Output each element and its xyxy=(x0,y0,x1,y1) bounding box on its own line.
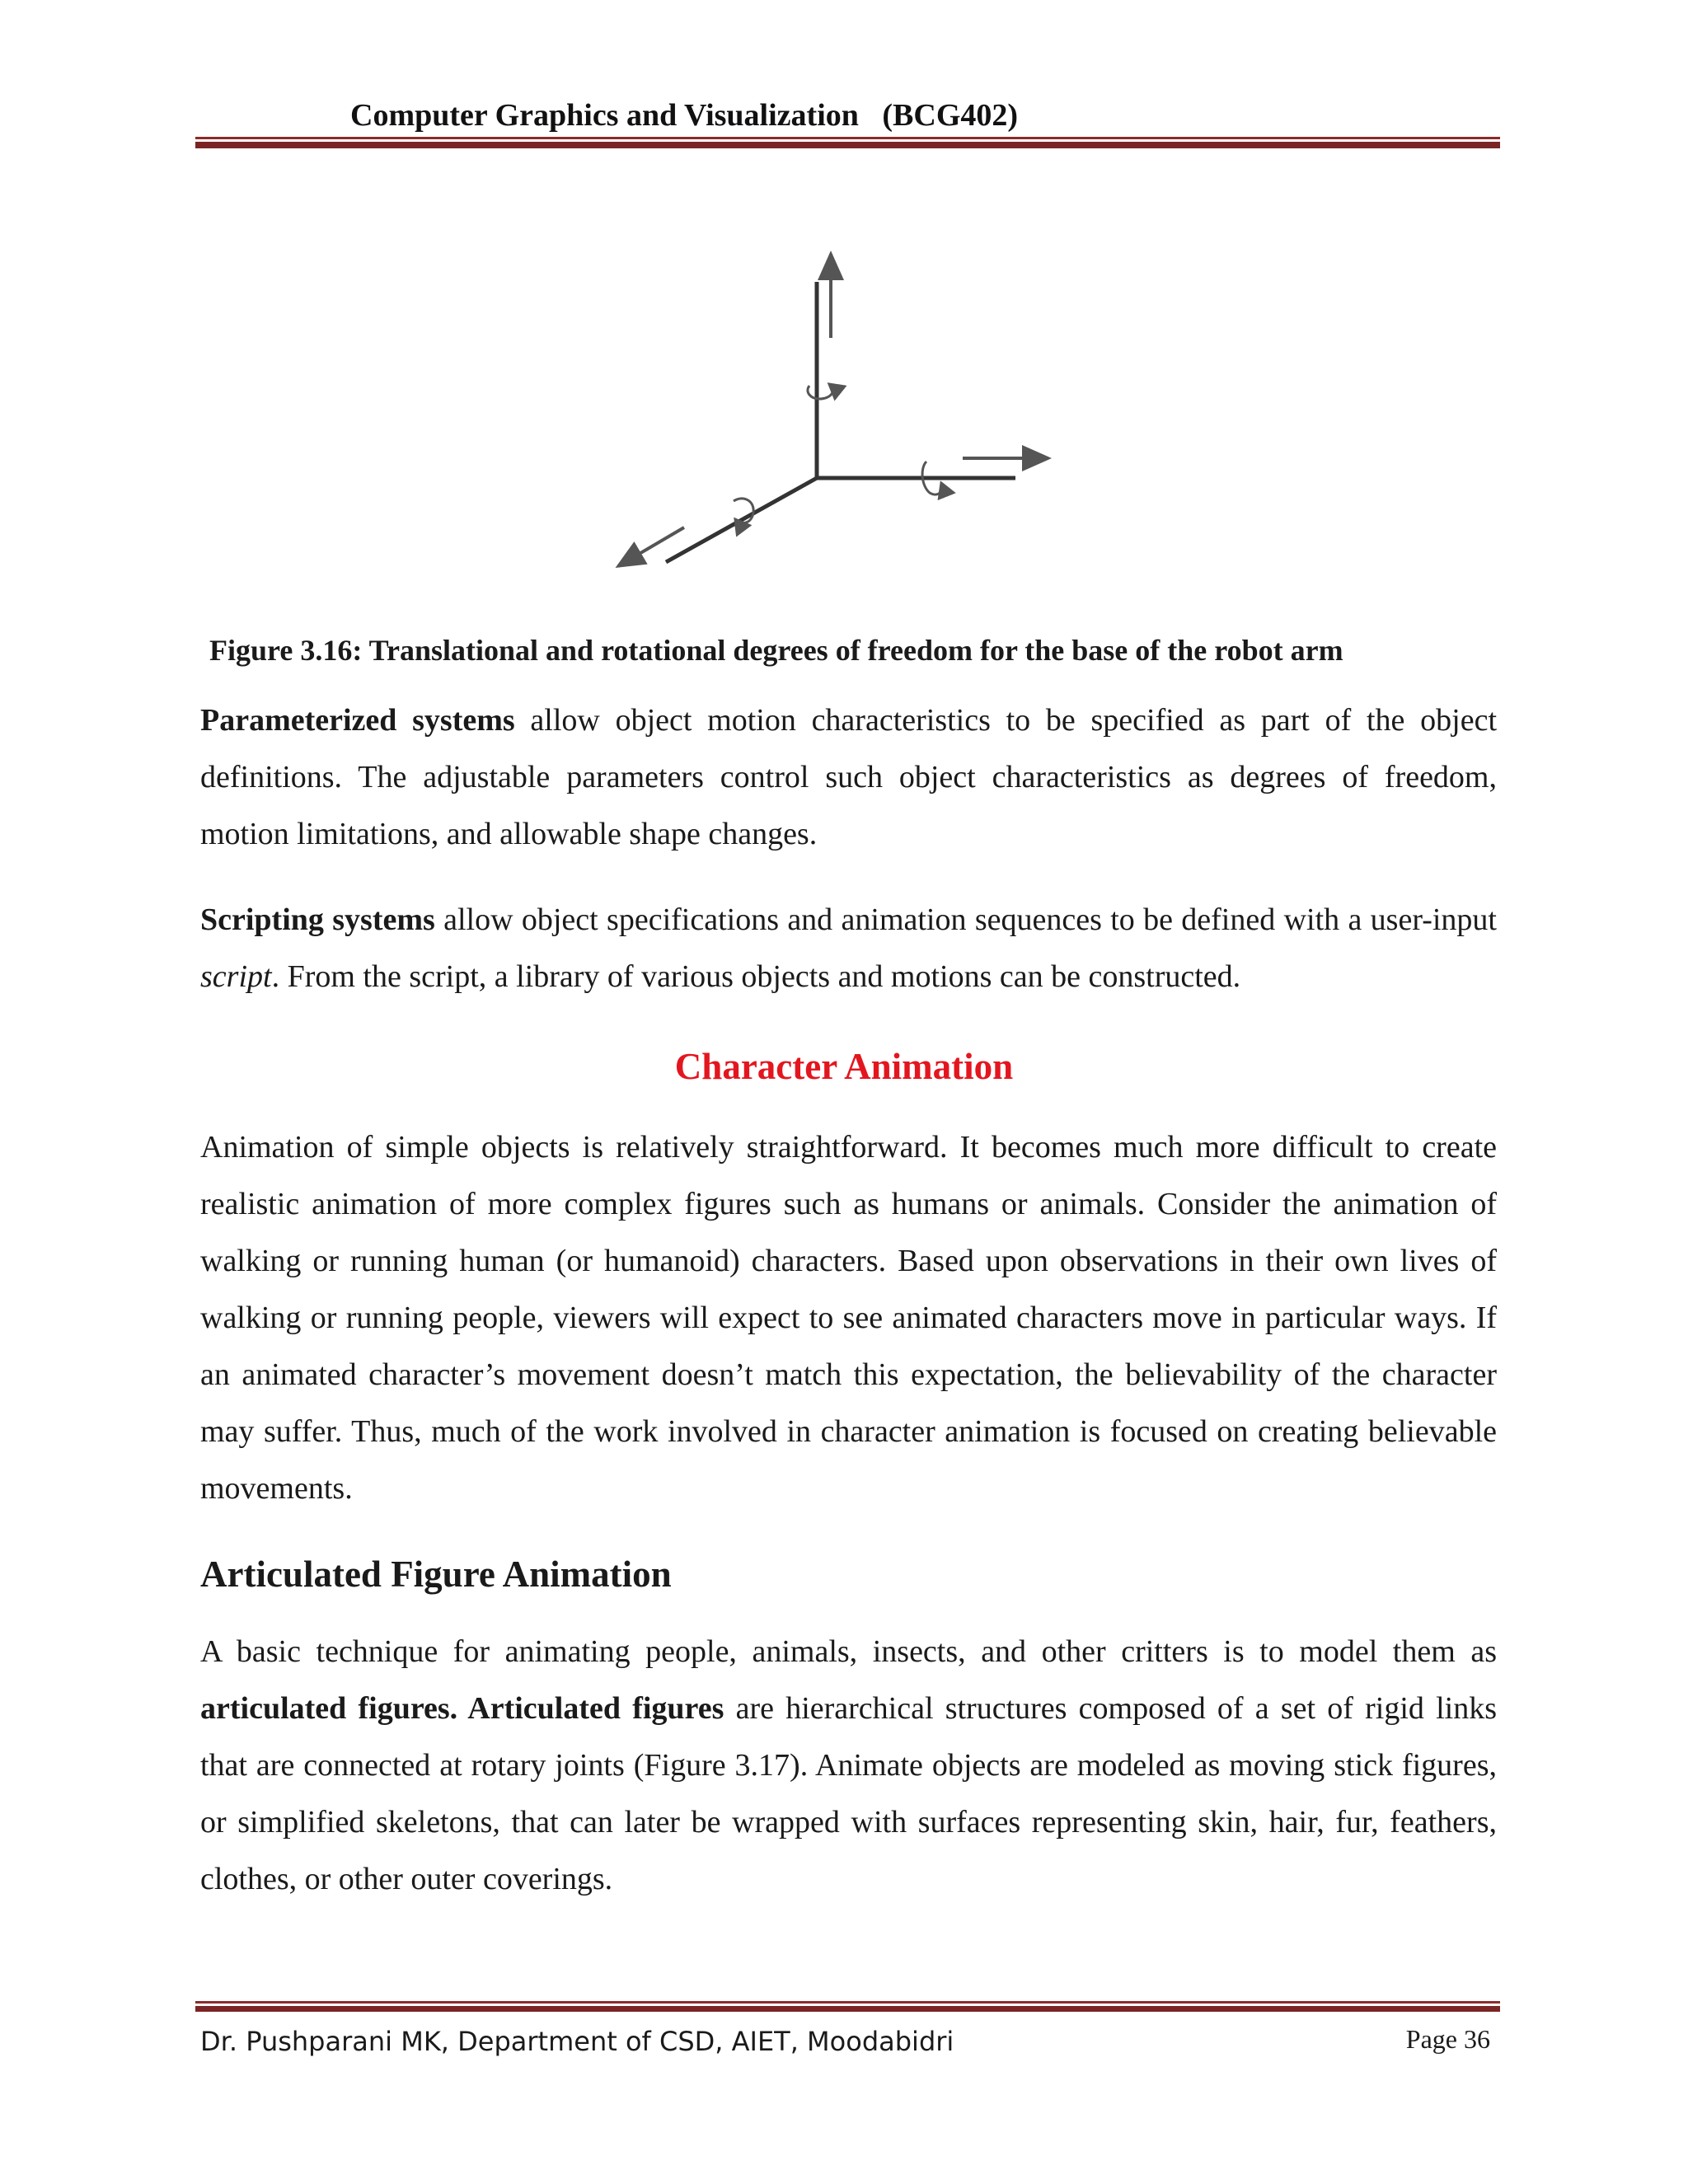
scripting-systems-paragraph xyxy=(200,892,1497,1005)
robot-arm-dof-figure xyxy=(593,239,1071,602)
vertical-rotation-icon xyxy=(808,384,833,399)
scripting-systems-italic: script xyxy=(200,959,272,994)
parameterized-systems-paragraph xyxy=(200,692,1497,863)
header-title: Computer Graphics and Visualization (BCG402) xyxy=(350,98,1019,133)
character-animation-heading: Character Animation xyxy=(674,1046,1014,1087)
character-animation-text: Animation of simple objects is relatively straightforward. It becomes much more difficult to create realistic animation of more complex figures such as humans or animals. Consider the animation of walking or running human (or humanoid) characters. Based upon observations in their own lives of walking or running people, viewers will expect to see animated characters move in particular ways. If an animated character’s movement doesn’t match this expectation, the believability of the character may suffer. Thus, much of the work involved in character animation is focused on creating believable movements. xyxy=(200,1130,1497,1506)
footer-rule xyxy=(195,2001,1500,2012)
header-rule xyxy=(195,137,1500,148)
articulated-figures-term: articulated figures. Articulated figures xyxy=(200,1691,724,1726)
scripting-systems-text-1: allow object specifications and animation sequences to be defined with a user-input xyxy=(434,902,1497,937)
page-number: Page 36 xyxy=(1405,2024,1490,2054)
footer-author: Dr. Pushparani MK, Department of CSD, AIET, Moodabidri xyxy=(200,2026,954,2057)
depth-axis xyxy=(666,478,817,562)
parameterized-systems-term: Parameterized systems xyxy=(200,703,515,738)
articulated-figure-animation-heading: Articulated Figure Animation xyxy=(200,1554,672,1595)
articulated-text-1: A basic technique for animating people, animals, insects, and other critters is to model them as xyxy=(200,1634,1497,1669)
dof-axes-diagram xyxy=(593,239,1071,602)
articulated-text-2: are hierarchical structures composed of a set of rigid links that are connected at rotary joints (Figure 3.17). Animate objects are modeled as moving stick figures, or simplified skeletons, that can later be wrapped with surfaces representing skin, hair, fur, feathers, clothes, or other outer coverings. xyxy=(200,1691,1497,1896)
scripting-systems-text-2: . From the script, a library of various objects and motions can be constructed. xyxy=(271,959,1241,994)
articulated-figures-paragraph xyxy=(200,1624,1497,1908)
figure-caption: Figure 3.16: Translational and rotational degrees of freedom for the base of the robot arm xyxy=(209,634,1343,667)
parameterized-systems-text: allow object motion characteristics to be specified as part of the object definitions. The adjustable parameters control such object characteristics as degrees of freedom, motion limitations, and allowable shape changes. xyxy=(200,703,1497,851)
depth-translation-arrow xyxy=(618,527,684,566)
character-animation-paragraph xyxy=(200,1119,1497,1517)
scripting-systems-term: Scripting systems xyxy=(200,902,435,937)
